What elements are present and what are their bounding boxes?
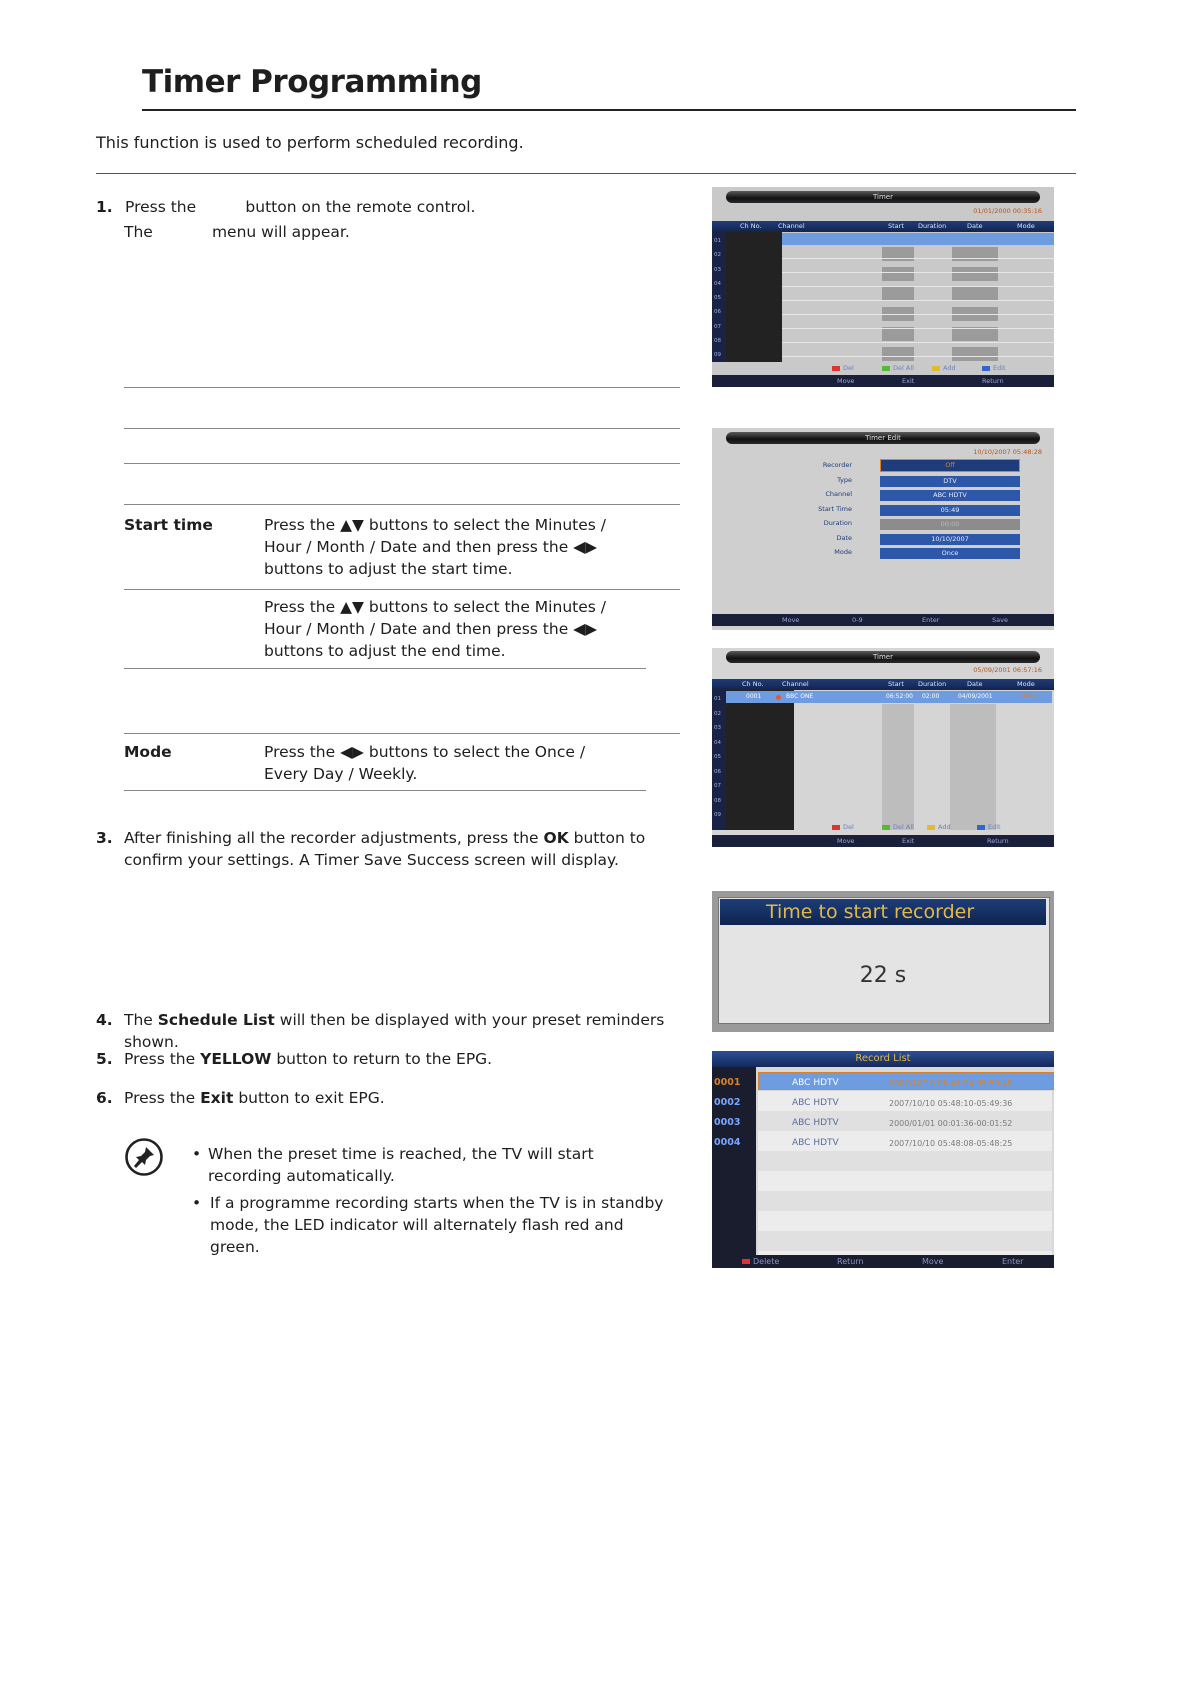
legend-del: Del	[832, 364, 854, 372]
mode-description: Press the ◀▶ buttons to select the Once / Every Day / Weekly.	[264, 743, 586, 783]
table-rule	[124, 463, 680, 464]
screen-title: Timer	[726, 651, 1040, 663]
countdown-screen	[712, 891, 1054, 1032]
step-1-line-2: The menu will appear.	[124, 223, 350, 241]
screen-title: Timer	[726, 191, 1040, 203]
step-3-number: 3.	[96, 829, 113, 847]
column-label: Channel	[778, 222, 805, 230]
start-column	[882, 704, 914, 830]
step-3-text: After finishing all the recorder adjustments, press the OK button to confirm your settings. A Timer Save Success screen will display.	[124, 829, 646, 869]
column-header: Ch No. Channel Start Duration Date Mode	[712, 679, 1054, 690]
step-1-number: 1.	[96, 198, 113, 216]
screen-date: 05/09/2001 06:57:16	[973, 666, 1042, 674]
step-5-number: 5.	[96, 1050, 113, 1068]
step-1-line-1: Press the button on the remote control.	[125, 198, 476, 216]
field-values: Off DTV ABC HDTV 05:49 00:00 10/10/2007 Once	[880, 459, 1020, 563]
end-time-description: Press the ▲▼ buttons to select the Minutes / Hour / Month / Date and then press the ◀▶ buttons to adjust the end time.	[264, 598, 606, 660]
timer-edit-screen	[712, 428, 1054, 630]
timer-screen	[712, 187, 1054, 387]
page-title: Timer Programming	[142, 64, 482, 100]
legend-edit: Edit	[982, 364, 1006, 372]
timer-list-screen	[712, 648, 1054, 847]
table-rule	[124, 589, 680, 590]
note-2: If a programme recording starts when the TV is in standby mode, the LED indicator will alternately flash red and green.	[210, 1194, 664, 1256]
table-rule	[124, 668, 646, 669]
column-label: Date	[967, 222, 983, 230]
field-labels: Recorder Type Channel Start Time Duration Date Mode	[818, 461, 852, 556]
screen-date: 01/01/2000 00:35:16	[973, 207, 1042, 215]
countdown-title: Time to start recorder	[720, 899, 1046, 925]
timer-entry-row: 0001 BBC ONE 06:52:00 02:00 04/09/2001 Once	[726, 691, 1052, 703]
column-label: Start	[888, 222, 904, 230]
column-label: Duration	[918, 222, 947, 230]
note-bullet: •	[192, 1145, 202, 1163]
title-divider	[142, 109, 1076, 111]
table-rule	[124, 733, 680, 734]
legend-del-all: Del All	[882, 823, 914, 831]
table-rule	[124, 790, 646, 791]
intro-divider	[96, 173, 1076, 174]
row-numbers: 01 02 03 04 05 06 07 08 09	[714, 238, 721, 359]
screen-title: Timer Edit	[726, 432, 1040, 444]
legend-del: Del	[832, 823, 854, 831]
countdown-value: 22 s	[859, 963, 907, 988]
screen-footer: Move Exit Return	[712, 375, 1054, 387]
screen-title: Record List	[712, 1051, 1054, 1067]
table-rule	[124, 428, 680, 429]
mode-label: Mode	[124, 743, 172, 761]
legend-edit: Edit	[977, 823, 1001, 831]
ch-column	[726, 232, 782, 362]
step-6-number: 6.	[96, 1089, 113, 1107]
record-channels: ABC HDTV ABC HDTV ABC HDTV ABC HDTV	[792, 1078, 839, 1148]
note-1: When the preset time is reached, the TV will start recording automatically.	[208, 1145, 594, 1185]
column-header	[712, 221, 1054, 232]
screen-footer: Delete Return Move Enter	[712, 1255, 1054, 1268]
table-rule	[124, 504, 680, 505]
screen-footer: Move Exit Return	[712, 835, 1054, 847]
ch-column	[726, 690, 794, 830]
table-rule	[124, 387, 680, 388]
row-numbers: 01 02 03 04 05 06 07 08 09	[714, 696, 721, 818]
legend-del-all: Del All	[882, 364, 914, 372]
record-times: 2007/10/10 05:48:24-05:50:48 2007/10/10 05:48:10-05:49:36 2000/01/01 00:01:36-00:01:52 2007/10/10 05:48:08-05:48:25	[889, 1079, 1013, 1148]
screen-footer: Move 0-9 Enter Save	[712, 614, 1054, 626]
column-label: Mode	[1017, 222, 1035, 230]
legend-add: Add	[927, 823, 951, 831]
note-bullet: •	[192, 1194, 202, 1212]
intro-text: This function is used to perform scheduled recording.	[96, 133, 524, 152]
row-grid	[782, 245, 1054, 362]
record-list-screen	[712, 1051, 1054, 1268]
selected-row	[782, 233, 1054, 245]
step-4-number: 4.	[96, 1011, 113, 1029]
start-time-label: Start time	[124, 516, 213, 534]
column-label: Ch No.	[740, 222, 762, 230]
step-5-text: Press the YELLOW button to return to the EPG.	[124, 1050, 493, 1068]
record-ids: 0001 0002 0003 0004	[714, 1077, 741, 1148]
step-6-text: Press the Exit button to exit EPG.	[124, 1089, 385, 1107]
legend-add: Add	[932, 364, 956, 372]
screen-date: 10/10/2007 05:48:28	[973, 448, 1042, 456]
pin-icon	[124, 1137, 164, 1177]
step-4-text: The Schedule List will then be displayed with your preset reminders shown.	[124, 1011, 665, 1051]
date-column	[950, 704, 996, 830]
start-time-description: Press the ▲▼ buttons to select the Minutes / Hour / Month / Date and then press the ◀▶ buttons to adjust the start time.	[264, 516, 606, 578]
